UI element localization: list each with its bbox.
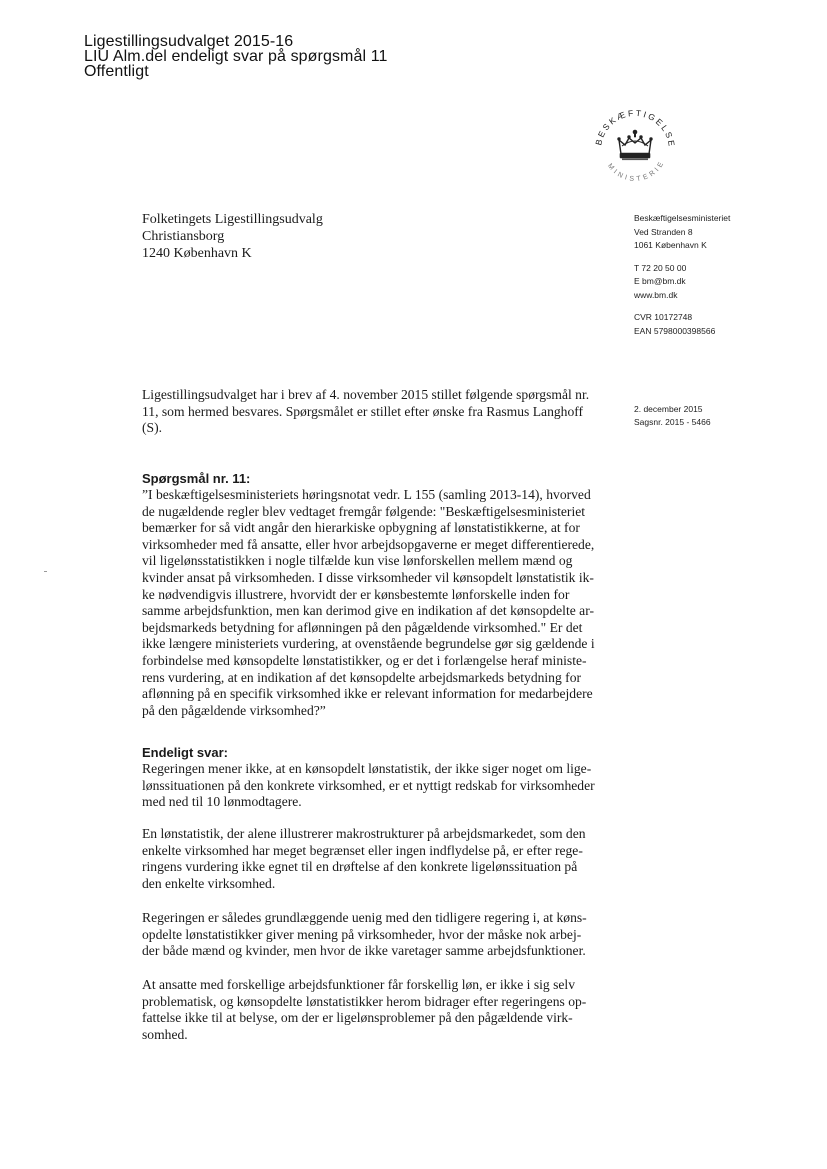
case-number: Sagsnr. 2015 - 5466 — [634, 417, 711, 427]
text-line: (S). — [142, 420, 163, 436]
text-line: forbindelse med kønsopdelte lønstatistikker, og er det i forlængelse heraf ministe- — [142, 652, 587, 668]
answer-heading: Endeligt svar: — [142, 745, 228, 760]
answer-paragraph-2 — [142, 826, 602, 892]
text-line: de nugældende regler blev vedtaget fremgår følgende: "Beskæftigelsesministeriet — [142, 503, 586, 519]
text-line: Regeringen er således grundlæggende uenig med den tidligere regering i, at køns- — [142, 910, 587, 925]
text-line: virksomheder med få ansatte, eller hvor arbejdsopgaverne er meget differentierede, — [142, 536, 595, 552]
answer-paragraph-4 — [142, 977, 602, 1043]
text-line: der både mænd og kvinder, men hvor de ikke varetager samme arbejdsfunktioner. — [142, 943, 586, 959]
text-line: kvinder ansat på virksomheden. I disse virksomheder vil kønsopdelt lønstatistik ik- — [142, 569, 594, 585]
text-line: enkelte virksomhed har meget begrænset eller ingen indflydelse på, er efter rege- — [142, 842, 583, 858]
ministry-logo — [585, 98, 685, 198]
sender-cvr: CVR 10172748 — [634, 312, 693, 322]
sender-street: Ved Stranden 8 — [634, 226, 693, 237]
question-heading: Spørgsmål nr. 11: — [142, 471, 251, 486]
letter-date: 2. december 2015 — [634, 404, 703, 414]
question-section — [142, 471, 602, 719]
intro-paragraph — [142, 387, 602, 437]
text-line: ikke længere ministeriets vurdering, at ovenstående begrundelse gør sig gældende i — [142, 636, 595, 652]
text-line: En lønstatistik, der alene illustrerer makrostrukturer på arbejdsmarkedet, som den — [142, 826, 586, 841]
stamp-committee: Ligestillingsudvalget 2015-16 — [84, 33, 294, 50]
recipient-city: 1240 København K — [142, 246, 252, 261]
text-line: aflønning på en specifik virksomhed ikke er relevant information for medarbejdere — [142, 686, 593, 702]
text-line: ”I beskæftigelsesministeriets høringsnotat vedr. L 155 (samling 2013-14), hvorved — [142, 487, 591, 502]
text-line: problematisk, og kønsopdelte lønstatistikker herom bidrager efter regeringens op- — [142, 993, 587, 1009]
text-line: samme arbejdsfunktion, men kan derimod give en indikation af det kønsopdelte ar- — [142, 603, 594, 619]
recipient-name: Folketingets Ligestillingsudvalg — [142, 212, 323, 227]
text-line: Regeringen mener ikke, at en kønsopdelt lønstatistik, der ikke siger noget om lige- — [142, 761, 592, 776]
stamp-status: Offentligt — [84, 63, 149, 80]
sender-phone: T 72 20 50 00 — [634, 262, 687, 273]
text-line: lønssituationen på den konkrete virksomhed, er et nyttigt redskab for virksomheder — [142, 777, 595, 793]
sender-ean: EAN 5798000398566 — [634, 325, 716, 336]
text-line: bemærker for så vidt angår den hierarkiske opbygning af lønstatistikkerne, at for — [142, 520, 580, 536]
svg-text:MINISTERIET: MINISTERIE — [605, 158, 667, 184]
text-line: opdelte lønstatistikker giver mening på virksomheder, hvor der måske nok arbej- — [142, 926, 582, 942]
text-line: 11, som hermed besvares. Spørgsmålet er stillet efter ønske fra Rasmus Langhoff — [142, 403, 584, 419]
sender-name: Beskæftigelsesministeriet — [634, 213, 731, 223]
svg-text:BESKÆFTIGELSES: BESKÆFTIGELSE — [593, 107, 678, 149]
text-line: ringens vurdering ikke egnet til en drøftelse af den konkrete ligelønssituation på — [142, 859, 578, 875]
recipient-address — [142, 211, 323, 262]
text-line: den enkelte virksomhed. — [142, 875, 276, 891]
date-block — [634, 403, 711, 429]
answer-paragraph-3 — [142, 910, 602, 960]
text-line: på den pågældende virksomhed?” — [142, 702, 326, 718]
text-line: med ned til 10 lønmodtagere. — [142, 794, 302, 810]
text-line: vil ligelønsstatistikken i nogle tilfælde kun vise lønforskellen mellem mænd og — [142, 553, 573, 569]
recipient-building: Christiansborg — [142, 229, 225, 244]
sender-email[interactable]: E bm@bm.dk — [634, 276, 686, 286]
text-line: bejdsmarkeds betydning for aflønningen på den pågældende virksomhed." Er det — [142, 619, 583, 635]
text-line: At ansatte med forskellige arbejdsfunktioner får forskellig løn, er ikke i sig selv — [142, 977, 575, 992]
sender-block — [634, 212, 730, 338]
answer-section — [142, 745, 602, 811]
text-line: rens vurdering, at en indikation af det kønsopdelte arbejdsmarkeds betydning for — [142, 669, 582, 685]
sender-city: 1061 København K — [634, 240, 707, 250]
text-line: somhed. — [142, 1026, 188, 1042]
sender-web[interactable]: www.bm.dk — [634, 289, 678, 300]
stamp-reference: LIU Alm.del endeligt svar på spørgsmål 11 — [84, 48, 388, 65]
scan-mark — [44, 571, 47, 572]
document-stamp — [84, 34, 388, 79]
crown-icon — [585, 98, 685, 198]
text-line: ke nødvendigvis illustrere, hvorvidt der er kønsbestemte lønforskelle inden for — [142, 586, 570, 602]
text-line: Ligestillingsudvalget har i brev af 4. november 2015 stillet følgende spørgsmål nr. — [142, 387, 590, 402]
text-line: fattelse ikke til at belyse, om der er ligelønsproblemer på den pågældende virk- — [142, 1010, 573, 1026]
